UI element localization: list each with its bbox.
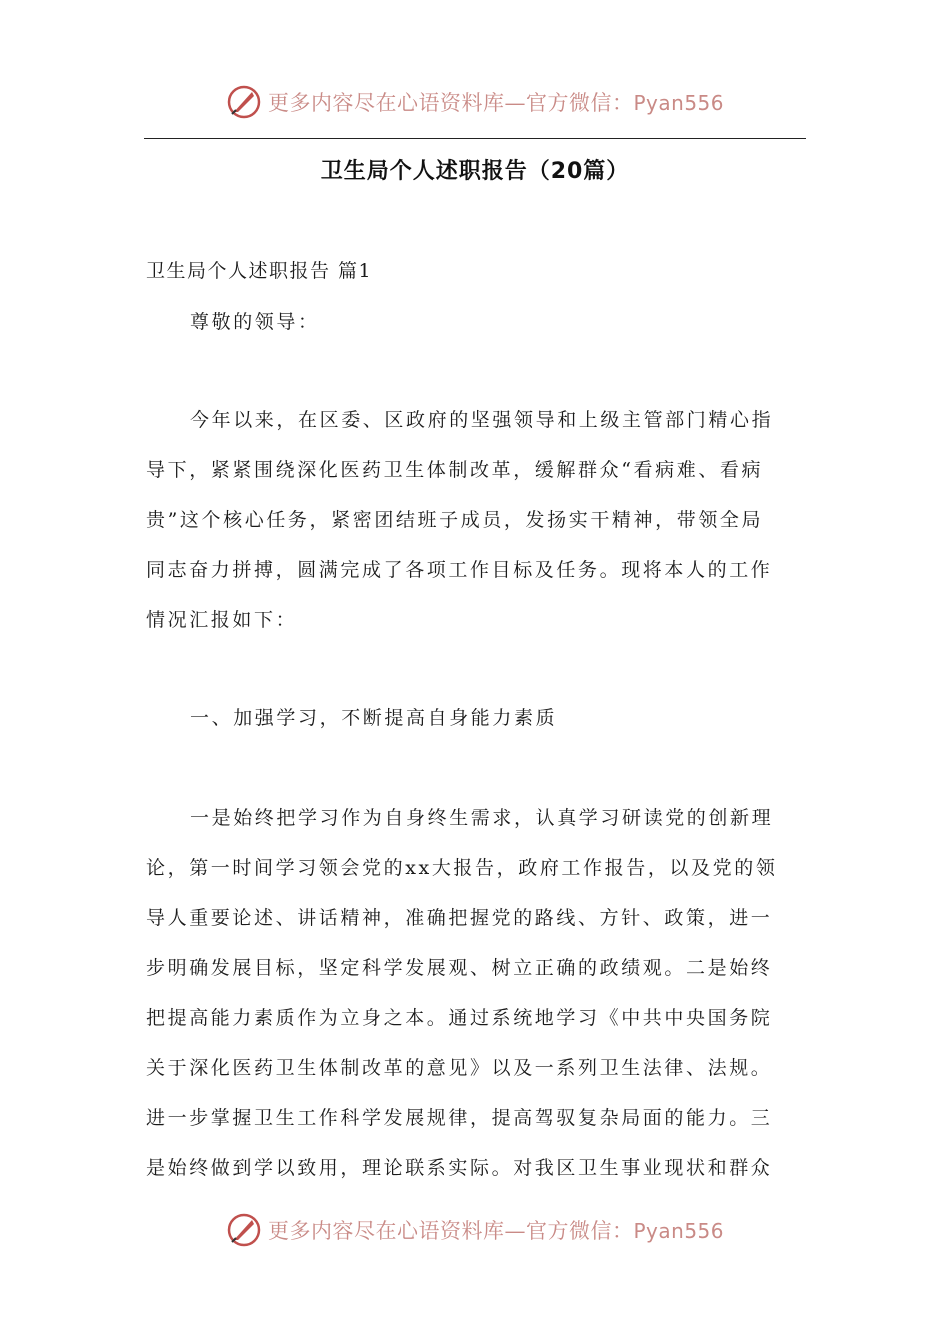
paragraph-line: 导下，紧紧围绕深化医药卫生体制改革，缓解群众“看病难、看病 [146,459,764,481]
paragraph-line: 今年以来，在区委、区政府的坚强领导和上级主管部门精心指 [190,409,774,431]
document-title: 卫生局个人述职报告（20篇） [320,159,630,184]
watermark-banner-bottom [0,1210,950,1250]
paragraph-line: 是始终做到学以致用，理论联系实际。对我区卫生事业现状和群众 [146,1157,773,1179]
quill-pen-logo-icon [226,84,262,120]
paragraph-line: 贵”这个核心任务，紧密团结班子成员，发扬实干精神，带领全局 [146,509,764,531]
paragraph-line: 步明确发展目标，坚定科学发展观、树立正确的政绩观。二是始终 [146,957,773,979]
subheading: 一、加强学习，不断提高自身能力素质 [190,707,558,729]
paragraph-line: 一是始终把学习作为自身终生需求，认真学习研读党的创新理 [190,807,774,829]
watermark-banner-top [0,82,950,122]
salutation: 尊敬的领导： [190,311,320,333]
paragraph-line: 同志奋力拼搏，圆满完成了各项工作目标及任务。现将本人的工作 [146,559,773,581]
header-divider [144,138,806,139]
paragraph-line: 把提高能力素质作为立身之本。通过系统地学习《中共中央国务院 [146,1007,773,1029]
paragraph-line: 导人重要论述、讲话精神，准确把握党的路线、方针、政策，进一 [146,907,773,929]
paragraph-line: 进一步掌握卫生工作科学发展规律，提高驾驭复杂局面的能力。三 [146,1107,773,1129]
paragraph-line: 情况汇报如下： [146,609,298,631]
watermark-text: 更多内容尽在心语资料库—官方微信：Pyan556 [267,91,724,115]
paragraph-line: 关于深化医药卫生体制改革的意见》以及一系列卫生法律、法规。 [146,1057,773,1079]
quill-pen-logo-icon [226,1212,262,1248]
paragraph-line: 论，第一时间学习领会党的xx大报告，政府工作报告，以及党的领 [146,857,778,879]
section-heading: 卫生局个人述职报告 篇1 [146,260,373,282]
watermark-text: 更多内容尽在心语资料库—官方微信：Pyan556 [267,1219,724,1243]
